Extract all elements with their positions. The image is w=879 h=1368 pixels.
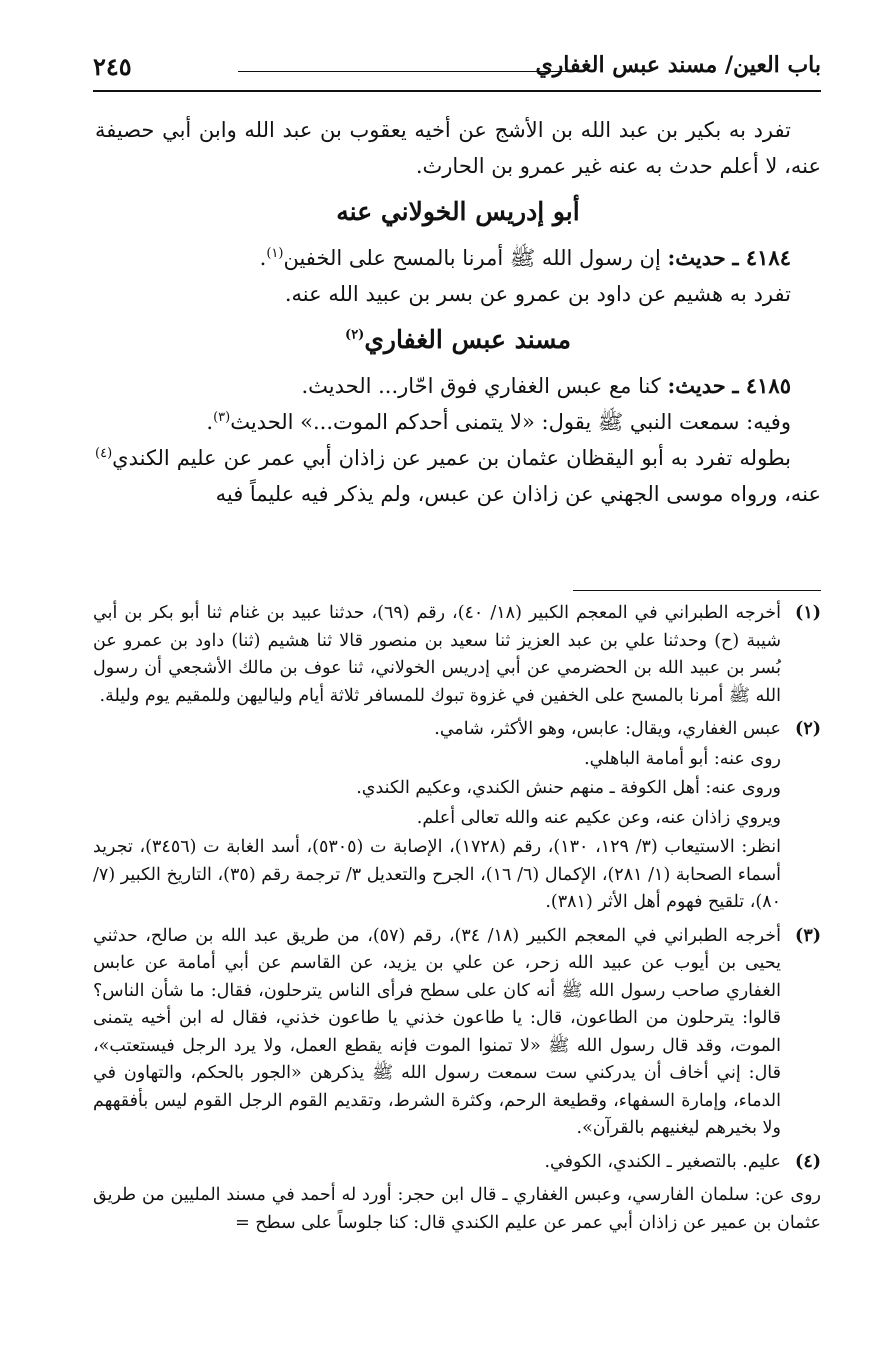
footnote-text: انظر: الاستيعاب (٣/ ١٢٩، ١٣٠)، رقم (١٧٢٨)، الإصابة ت (٥٣٠٥)، أسد الغابة ت (٣٤٥٦)، تجريد أسماء الصحابة (١/ ٢٨١)، الإكمال (٦/ ١٦)، الجرح والتعديل ٣/ ترجمة رقم (٣٥)، التاريخ الكبير (٧/ ٨٠)، تلقيح فهوم أهل الأثر (٣٨١). (93, 837, 781, 912)
footnote-3 (93, 923, 821, 1143)
section-heading-abu-idris: أبو إدريس الخولاني عنه (336, 197, 580, 226)
footnote-body (93, 1149, 781, 1177)
footnote-text: أخرجه الطبراني في المعجم الكبير (١٨/ ٣٤)، رقم (٥٧)، من طريق عبد الله بن صالح، حدثني يحيى بن أيوب عن عبيد الله زحر، عن علي بن يزيد، عن القاسم عن أبي أمامة عن عابس الغفاري صاحب رسول الله ﷺ أنه كان على سطح فرأى الناس يترحلون، فقال: ما شأن الناس؟ قالوا: يترحلون من الطاعون، قال: يا طاعون خذني يا طاعون خذني، فقال له ابن أخيه يتمنى الموت، وقد قال رسول الله ﷺ «لا تمنوا الموت فإنه يقطع العمل، ولا يرد الرجل فيستعتب»، قال: إني أخاف أن يدركني ست سمعت رسول الله ﷺ يذكرهن «الجور بالحكم، والتهاون في الدماء، وإمارة السفهاء، وقطيعة الرحم، وكثرة الشرط، وتقديم القوم الرجل القوم ليس بأفقههم ولا بخيرهم ليغنيهم بالقرآن». (93, 925, 781, 1138)
hadith-text: كنا مع عبس الغفاري فوق احّار... الحديث. (301, 374, 661, 398)
footnote-ref: (٤) (95, 446, 113, 461)
paragraph-3-end: . (206, 410, 214, 434)
footnote-body (93, 716, 781, 917)
header-rule (93, 90, 821, 92)
footnote-separator (573, 590, 821, 591)
paragraph-3 (95, 404, 821, 440)
paragraph-4-text-a: بطوله تفرد به أبو اليقظان عثمان بن عمير عن زاذان أبي عمر عن عليم الكندي (112, 446, 791, 470)
footnote-text: أخرجه الطبراني في المعجم الكبير (١٨/ ٤٠)، رقم (٦٩)، حدثنا عبيد بن غنام ثنا أبو بكر بن أبي شيبة (ح) وحدثنا علي بن عبد العزيز ثنا سعيد بن منصور قالا ثنا هشيم (ثنا) داود بن عمرو عن بُسر بن عبيد الله بن الحضرمي عن أبي إدريس الخولاني، ثنا عوف بن مالك الأشجعي أن رسول الله ﷺ أمرنا بالمسح على الخفين في غزوة تبوك للمسافر ثلاثة أيام ولياليهن وللمقيم يوم وليلة. (93, 603, 781, 706)
hadith-4185 (95, 368, 821, 404)
footnote-body (93, 923, 781, 1143)
header-dash-line (238, 71, 581, 72)
hadith-number: ٤١٨٥ ـ (732, 373, 791, 398)
footnote-2 (93, 716, 821, 917)
main-text (95, 112, 821, 512)
paragraph-2: تفرد به هشيم عن داود بن عمرو عن بسر بن عبيد الله عنه. (284, 282, 791, 306)
footnotes (93, 600, 821, 1237)
section-heading-abs (95, 318, 821, 362)
footnote-body (93, 600, 781, 710)
footnote-number: (٣) (795, 925, 821, 946)
footnote-text: عبس الغفاري، ويقال: عابس، وهو الأكثر، شامي. (434, 719, 781, 739)
footnote-4 (93, 1149, 821, 1177)
footnote-ref: (١) (266, 246, 284, 261)
page-number: ٢٤٥ (93, 52, 132, 81)
header-title: باب العين/ مسند عبس الغفاري (535, 52, 821, 78)
paragraph-4 (95, 440, 821, 512)
footnote-text: عليم. بالتصغير ـ الكندي، الكوفي. (544, 1151, 781, 1172)
hadith-4184 (95, 240, 821, 276)
footnote-text: وروى عنه: أهل الكوفة ـ منهم حنش الكندي، وعكيم الكندي. (356, 778, 781, 798)
footnote-ref: (٢) (345, 327, 365, 343)
footnote-ref: (٣) (213, 410, 231, 425)
footnote-number: (٢) (795, 719, 821, 739)
hadith-label: حديث: (667, 245, 726, 270)
footnote-text: ويروي زاذان عنه، وعن عكيم عنه والله تعالى أعلم. (416, 807, 781, 828)
footnote-number: (٤) (795, 1151, 821, 1172)
footnote-text: روى عنه: أبو أمامة الباهلي. (584, 748, 781, 769)
paragraph-1: تفرد به بكير بن عبد الله بن الأشج عن أخيه يعقوب بن عبد الله وابن أبي حصيفة عنه، لا أعلم حدث به عنه غير عمرو بن الحارث. (95, 118, 821, 178)
hadith-text: إن رسول الله ﷺ أمرنا بالمسح على الخفين (283, 246, 661, 270)
footnote-1 (93, 600, 821, 710)
footnote-number: (١) (795, 603, 821, 623)
paragraph-3-text: وفيه: سمعت النبي ﷺ يقول: «لا يتمنى أحدكم الموت...» الحديث (230, 410, 791, 434)
section-heading-text: مسند عبس الغفاري (364, 325, 571, 354)
paragraph-4-text-b: عنه، ورواه موسى الجهني عن زاذان عن عبس، ولم يذكر فيه عليماً فيه (215, 482, 821, 506)
hadith-number: ٤١٨٤ ـ (732, 245, 791, 270)
running-header (93, 44, 821, 92)
footnote-continuation: روى عن: سلمان الفارسي، وعبس الغفاري ـ قال ابن حجر: أورد له أحمد في مسند المليين من طريق عثمان بن عمير عن زاذان أبي عمر عن عليم الكندي قال: كنا جلوساً على سطح = (93, 1185, 821, 1233)
hadith-label: حديث: (667, 373, 726, 398)
hadith-end: . (259, 246, 267, 270)
